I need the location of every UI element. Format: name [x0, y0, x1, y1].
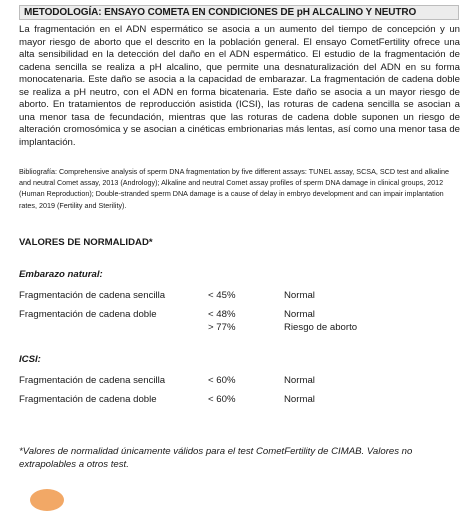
- row-result: Normal: [284, 309, 315, 320]
- logo-mark: [30, 489, 64, 511]
- row-label: Fragmentación de cadena doble: [19, 309, 157, 320]
- row-label: Fragmentación de cadena doble: [19, 394, 157, 405]
- row-value: < 60%: [208, 375, 236, 386]
- row-result: Riesgo de aborto: [284, 322, 358, 333]
- row-label: Fragmentación de cadena sencilla: [19, 375, 166, 386]
- row-result: Normal: [284, 290, 315, 301]
- natural-pregnancy-heading: Embarazo natural:: [19, 269, 103, 280]
- row-result: Normal: [284, 394, 315, 405]
- row-value: > 77%: [208, 322, 236, 333]
- normality-heading: VALORES DE NORMALIDAD*: [19, 237, 153, 248]
- row-value: < 48%: [208, 309, 236, 320]
- intro-paragraph: La fragmentación en el ADN espermático se asocia a un aumento del tiempo de concepción y un mayor riesgo de aborto que el descrito en la población general. El ensayo CometFertility ofrece una alta sensibilidad en la detección del daño en el ADN espermático. El estudio de la fragmentación de cadena sencilla se realiza a pH alcalino, que permite una desnaturalización del ADN en su forma monocatenaria. Este daño se asocia a la capacidad de embarazar. La fragmentación de cadena doble se realiza a pH neutro, con el ADN en forma bicatenaria. Este daño se asocia a un mayor riesgo de aborto. En tratamientos de reproducción asistida (ICSI), las roturas de cadena sencilla se asocian a una menor tasa de fecundación, mientras que las roturas de cadena doble suponen un riesgo de alteración cromosómica y se asocian a cinéticas embrionarias más lentas, así como una menor tasa de implantación.: [19, 24, 460, 148]
- row-value: < 60%: [208, 394, 236, 405]
- row-value: < 45%: [208, 290, 236, 301]
- normality-footnote: *Valores de normalidad únicamente válidos para el test CometFertility de CIMAB. Valores no extrapolables a otros test.: [19, 446, 413, 470]
- methodology-title: METODOLOGÍA: ENSAYO COMETA EN CONDICIONES DE pH ALCALINO Y NEUTRO: [19, 5, 459, 20]
- row-label: Fragmentación de cadena sencilla: [19, 290, 166, 301]
- bibliography-paragraph: Bibliografía: Comprehensive analysis of sperm DNA fragmentation by five different assays: TUNEL assay, SCSA, SCD test and alkaline and neutral Comet assay, 2013 (Andrology); Alkaline and neutral Comet assay profiles of sperm DNA damage in clinical groups, 2012 (Human Reproduction); Double-stranded sperm DNA damage is a cause of delay in embryo development and can impair implantation rates, 2019 (Fertility and Sterility).: [19, 167, 449, 210]
- icsi-heading: ICSI:: [19, 354, 41, 365]
- row-result: Normal: [284, 375, 315, 386]
